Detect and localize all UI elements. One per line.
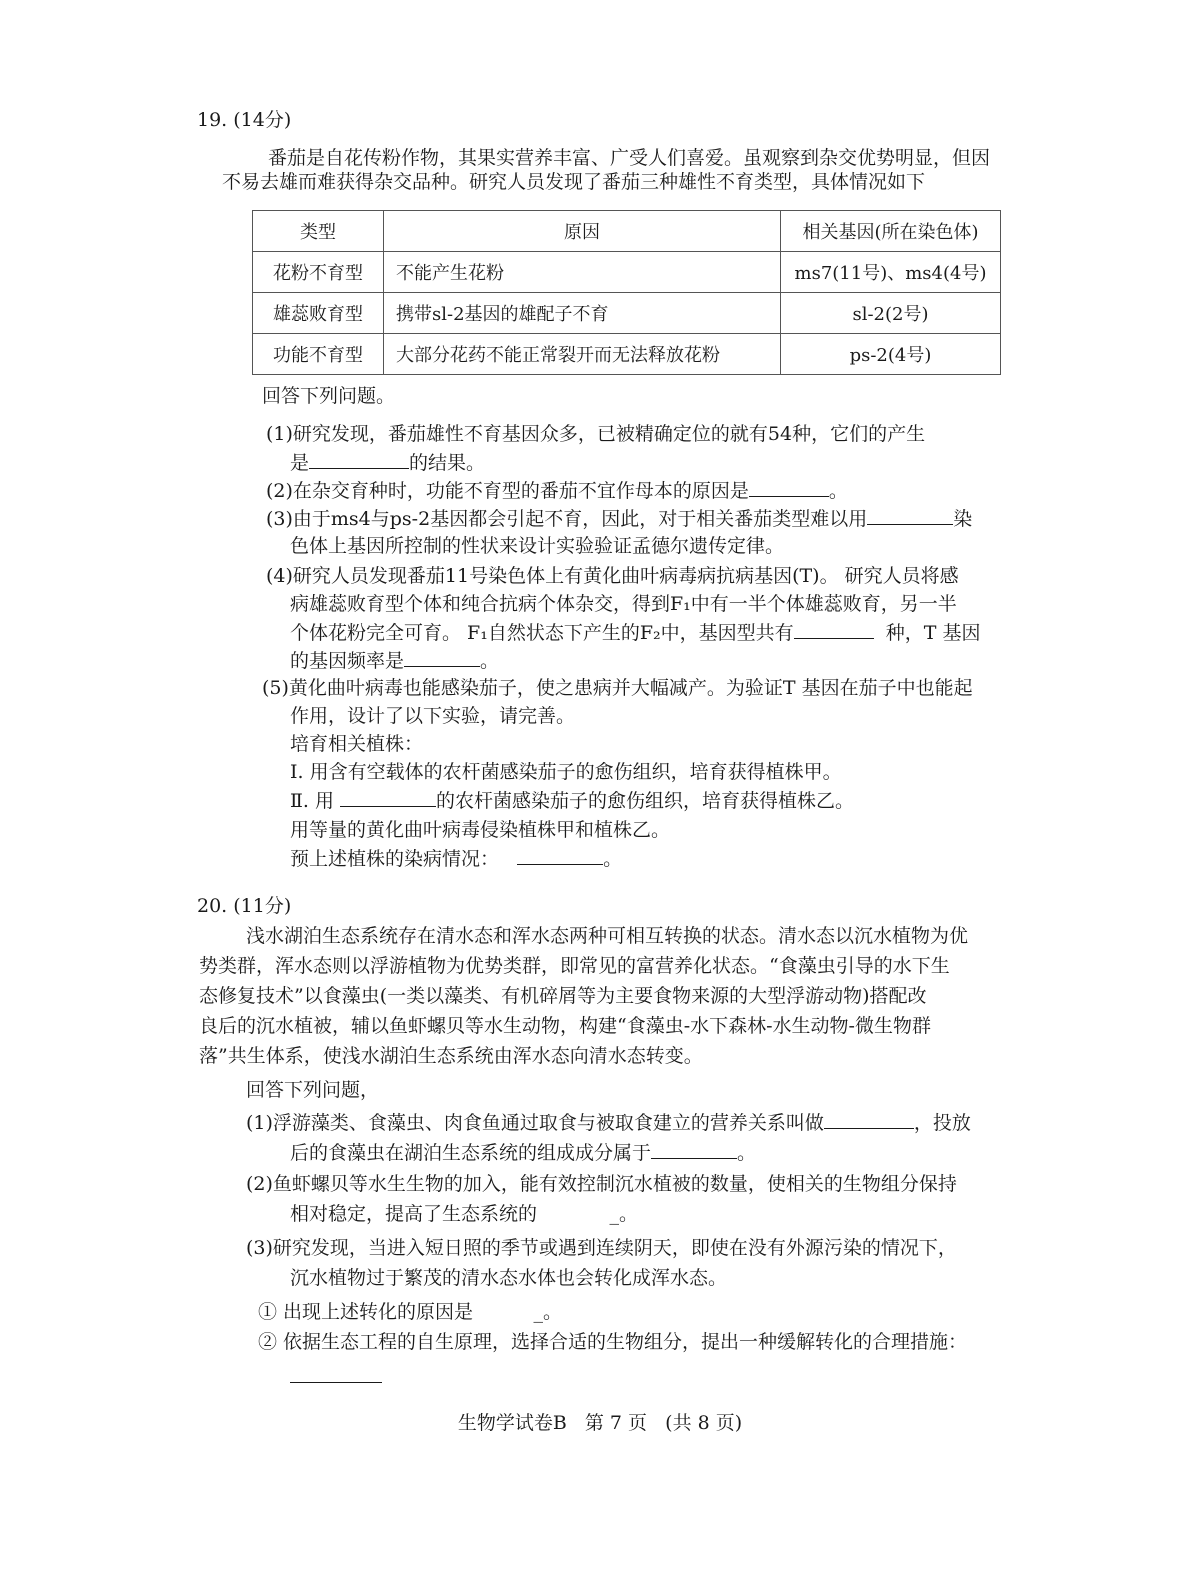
q19-part3-line-1: [266, 506, 972, 531]
q20-part1-line-1: [246, 1110, 971, 1135]
q20-part1-text-2: 后的食藻虫在湖泊生态系统的组成成分属于: [290, 1142, 652, 1164]
answer-blank[interactable]: [794, 620, 874, 639]
q19-part4-line-4: [290, 648, 499, 673]
q19-part3-line-2: 色体上基因所控制的性状来设计实验验证孟德尔遗传定律。: [290, 535, 785, 557]
q20-part2-text: 相对稳定，提高了生态系统的: [290, 1203, 538, 1225]
answer-blank[interactable]: [404, 648, 480, 667]
answer-blank[interactable]: [651, 1140, 737, 1159]
q19-part5-line-2: 作用，设计了以下实验，请完善。: [290, 705, 576, 727]
q19-part1-line-1: (1)研究发现，番茄雄性不育基因众多，已被精确定位的就有54种，它们的产生: [266, 423, 926, 445]
q20-part2-end: _。: [609, 1203, 639, 1225]
q19-part1-text-end: 的结果。: [409, 452, 486, 474]
table-header-cell: 类型: [253, 211, 384, 252]
q19-part4-line-2: 病雄蕊败育型个体和纯合抗病个体杂交，得到F₁中有一半个体雄蕊败育，另一半: [290, 593, 957, 615]
q19-part5-line-6: 用等量的黄化曲叶病毒侵染植株甲和植株乙。: [290, 819, 671, 841]
q19-part2-line: [266, 478, 848, 503]
sterility-types-table: [252, 210, 1001, 375]
q19-part5-line-4: Ⅰ. 用含有空载体的农杆菌感染茄子的愈伤组织，培育获得植株甲。: [290, 761, 842, 783]
q19-part5-end: 。: [603, 848, 623, 870]
q20-part1-end: 。: [737, 1142, 757, 1164]
table-cell: 携带sl-2基因的雄配子不育: [384, 293, 781, 334]
q19-part4-line-3: [290, 620, 980, 645]
answer-blank[interactable]: [749, 478, 829, 497]
table-cell: 功能不育型: [253, 334, 384, 375]
answer-blank[interactable]: [867, 506, 953, 525]
table-cell: 不能产生花粉: [384, 252, 781, 293]
table-row: [253, 334, 1001, 375]
q19-part5-line-7: [290, 846, 622, 871]
answer-blank[interactable]: [824, 1110, 914, 1129]
q19-part3-text: (3)由于ms4与ps-2基因都会引起不育，因此，对于相关番茄类型难以用: [266, 508, 868, 530]
table-row: [253, 293, 1001, 334]
q19-part4-end: 。: [480, 650, 500, 672]
q19-part2-end: 。: [828, 480, 848, 502]
answer-blank[interactable]: [290, 1364, 382, 1383]
answer-blank[interactable]: [517, 846, 603, 865]
q19-part5-line-5: [290, 788, 854, 813]
q19-header: 19. (14分): [197, 109, 292, 131]
table-cell: 雄蕊败育型: [253, 293, 384, 334]
q20-header: 20. (11分): [197, 895, 292, 917]
page-footer: 生物学试卷B 第 7 页 (共 8 页): [457, 1412, 743, 1434]
q20-part3-text: ① 出现上述转化的原因是: [258, 1301, 474, 1323]
q20-part3-end: _。: [533, 1301, 562, 1323]
q19-part4-text-mid: 种，T 基因: [885, 622, 981, 644]
table-cell: ms7(11号)、ms4(4号): [781, 252, 1001, 293]
q19-part4-line-1: (4)研究人员发现番茄11号染色体上有黄化曲叶病毒病抗病基因(T)。 研究人员将感: [266, 565, 959, 587]
q19-part5-line-3: 培育相关植株：: [290, 733, 424, 755]
answer-blank[interactable]: [309, 450, 409, 469]
q20-part1-line-2: [290, 1140, 756, 1165]
q20-intro-line-4: 良后的沉水植被，辅以鱼虾螺贝等水生动物，构建“食藻虫-水下森林-水生动物-微生物群: [199, 1015, 931, 1037]
q20-part3-line-2: 沉水植物过于繁茂的清水态水体也会转化成浑水态。: [290, 1267, 728, 1289]
answer-blank[interactable]: [340, 788, 436, 807]
q20-part3-line-1: (3)研究发现，当进入短日照的季节或遇到连续阴天，即使在没有外源污染的情况下，: [246, 1237, 957, 1259]
table-header-cell: 相关基因(所在染色体): [781, 211, 1001, 252]
table-header-row: [253, 211, 1001, 252]
q20-part3-line-4: ② 依据生态工程的自生原理，选择合适的生物组分，提出一种缓解转化的合理措施：: [258, 1331, 968, 1353]
q19-part5-text-predict: 预上述植株的染病情况：: [290, 848, 500, 870]
q19-part3-text-end: 染: [953, 508, 973, 530]
q20-intro-line-2: 势类群，浑水态则以浮游植物为优势类群，即常见的富营养化状态。“食藻虫引导的水下生: [199, 955, 950, 977]
q19-part5-text: Ⅱ. 用: [290, 790, 334, 812]
q20-part3-line-3: [258, 1300, 562, 1324]
table-cell: 大部分花药不能正常裂开而无法释放花粉: [384, 334, 781, 375]
q20-intro-line-5: 落”共生体系，使浅水湖泊生态系统由浑水态向清水态转变。: [199, 1045, 703, 1067]
q20-part2-line-2: [290, 1202, 638, 1226]
table-cell: 花粉不育型: [253, 252, 384, 293]
q20-part1-text-end: ，投放: [913, 1112, 971, 1134]
q19-part4-text-freq: 的基因频率是: [290, 650, 405, 672]
q19-part1-text: 是: [290, 452, 310, 474]
q20-part2-line-1: (2)鱼虾螺贝等水生生物的加入，能有效控制沉水植被的数量，使相关的生物组分保持: [246, 1173, 957, 1195]
q19-part5-line-1: (5)黄化曲叶病毒也能感染茄子，使之患病并大幅减产。为验证T 基因在茄子中也能起: [262, 677, 973, 699]
table-cell: ps-2(4号): [781, 334, 1001, 375]
table-header-cell: 原因: [384, 211, 781, 252]
q20-intro-line-3: 态修复技术”以食藻虫(一类以藻类、有机碎屑等为主要食物来源的大型浮游动物)搭配改: [199, 985, 927, 1007]
q19-intro-line-1: 番茄是自花传粉作物，其果实营养丰富、广受人们喜爱。虽观察到杂交优势明显，但因: [268, 147, 991, 169]
q20-answer-prompt: 回答下列问题，: [246, 1079, 380, 1101]
q19-part4-text: 个体花粉完全可育。 F₁自然状态下产生的F₂中，基因型共有: [290, 622, 794, 644]
q20-intro-line-1: 浅水湖泊生态系统存在清水态和浑水态两种可相互转换的状态。清水态以沉水植物为优: [246, 925, 969, 947]
table-row: [253, 252, 1001, 293]
q20-part1-text: (1)浮游藻类、食藻虫、肉食鱼通过取食与被取食建立的营养关系叫做: [246, 1112, 824, 1134]
q19-part2-text: (2)在杂交育种时，功能不育型的番茄不宜作母本的原因是: [266, 480, 749, 502]
q19-part5-text-end: 的农杆菌感染茄子的愈伤组织，培育获得植株乙。: [436, 790, 855, 812]
q19-part1-line-2: [290, 450, 485, 475]
q20-part3-answer-line: [290, 1364, 382, 1389]
q19-answer-prompt: 回答下列问题。: [262, 385, 396, 407]
q19-intro-line-2: 不易去雄而难获得杂交品种。研究人员发现了番茄三种雄性不育类型，具体情况如下: [222, 171, 926, 193]
table-cell: sl-2(2号): [781, 293, 1001, 334]
